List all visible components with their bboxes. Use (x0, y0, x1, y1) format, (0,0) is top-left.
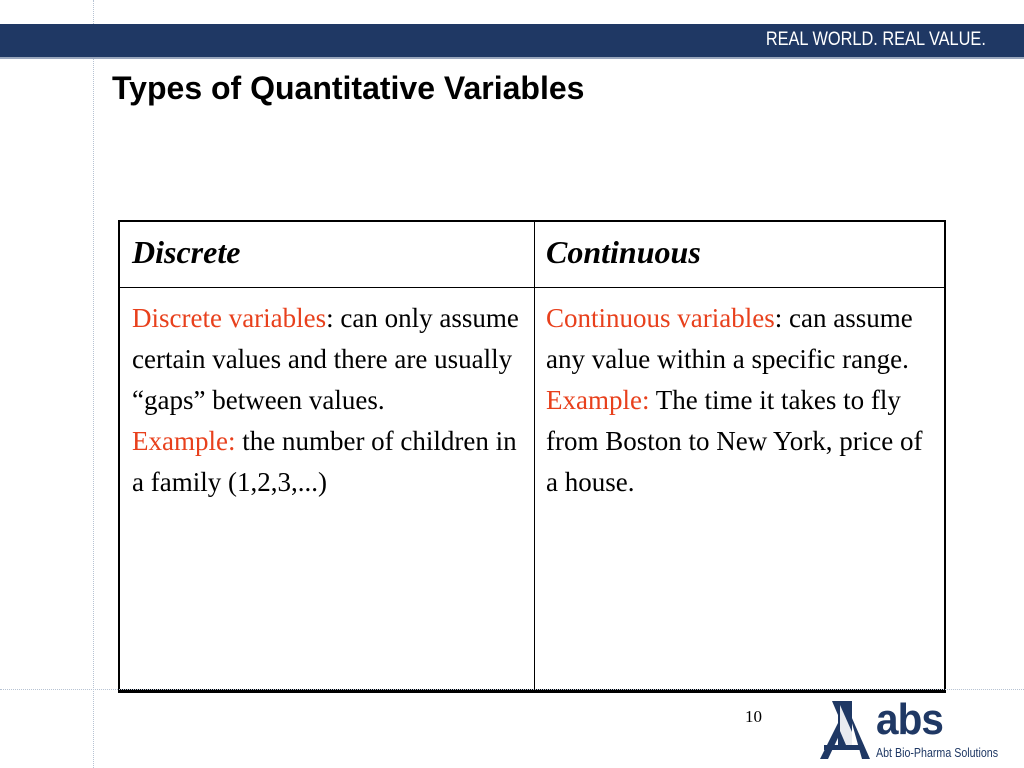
logo-wordmark: abs (876, 695, 944, 744)
continuous-description (534, 288, 946, 503)
discrete-example-text: the number of children in a family (1,2,3,...) (132, 426, 517, 497)
horizontal-guide-line (0, 689, 1024, 690)
header-discrete: Discrete (132, 234, 241, 270)
tagline: REAL WORLD. REAL VALUE. (765, 29, 986, 50)
continuous-example-text: The time it takes to fly from Boston to New York, price of a house. (546, 385, 923, 497)
slide-title: Types of Quantitative Variables (112, 70, 585, 106)
header-continuous: Continuous (546, 234, 701, 270)
discrete-example-label: Example: (132, 426, 236, 456)
header-banner (0, 24, 1024, 59)
continuous-example-label: Example: (546, 385, 650, 415)
discrete-description (120, 288, 534, 503)
continuous-definition: : can assume any value within a specific range. (546, 303, 913, 374)
company-logo (818, 697, 1018, 765)
vertical-guide-line (93, 0, 94, 768)
discrete-definition: : can only assume certain values and there are usually “gaps” between values. (132, 303, 519, 415)
logo-subtitle: Abt Bio-Pharma Solutions (876, 745, 999, 760)
comparison-table (118, 220, 946, 693)
abs-logo-icon (818, 697, 874, 763)
discrete-term: Discrete variables (132, 303, 327, 333)
continuous-term: Continuous variables (546, 303, 775, 333)
page-number: 10 (745, 707, 762, 726)
